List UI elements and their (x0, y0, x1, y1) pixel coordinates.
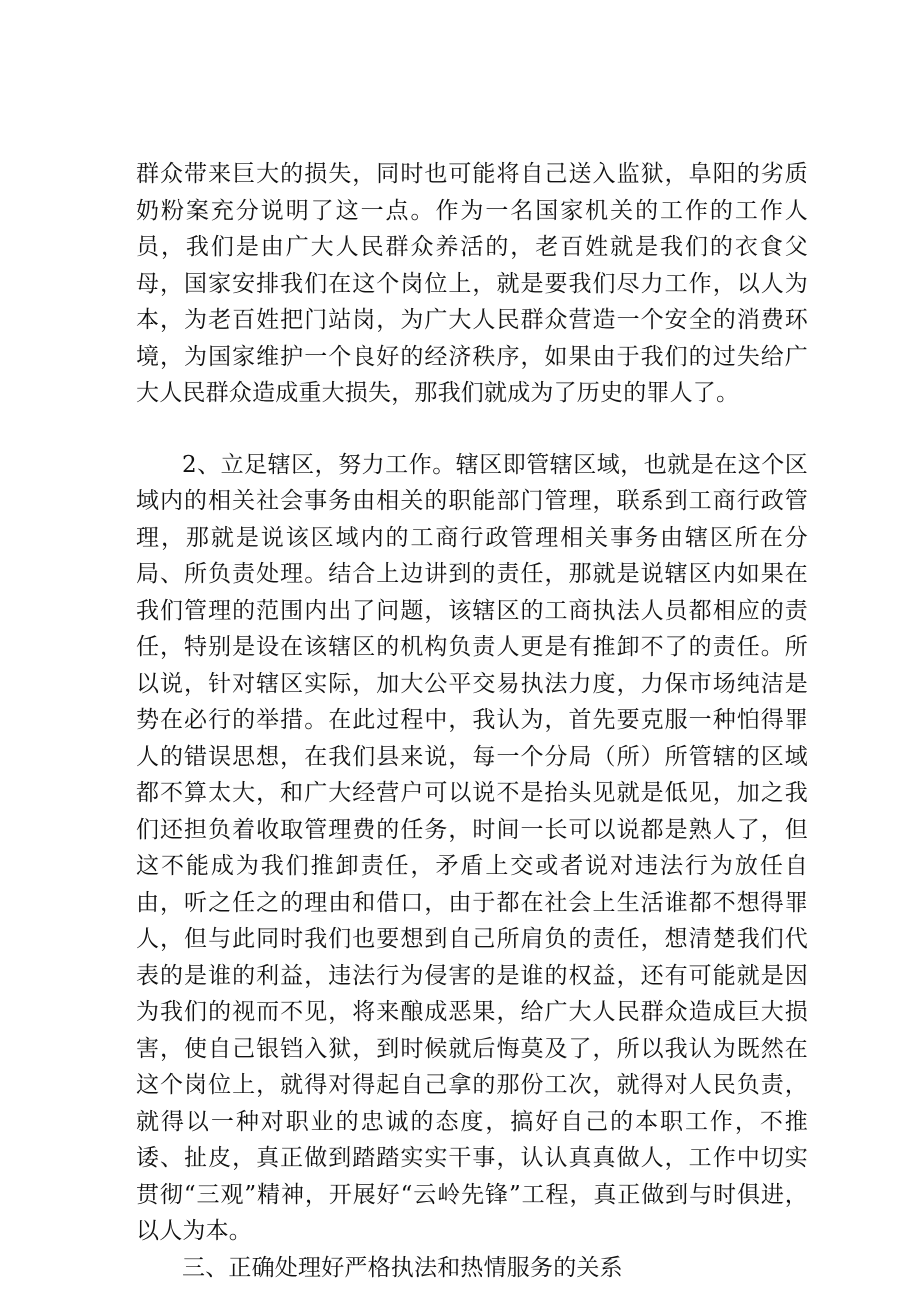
paragraph-jurisdiction-work: 2、立足辖区，努力工作。辖区即管辖区域，也就是在这个区域内的相关社会事务由相关的职能部门管理，联系到工商行政管理，那就是说该区域内的工商行政管理相关事务由辖区所在分局、所负责处理。结合上边讲到的责任，那就是说辖区内如果在我们管理的范围内出了问题，该辖区的工商执法人员都相应的责任，特别是设在该辖区的机构负责人更是有推卸不了的责任。所以说，针对辖区实际，加大公平交易执法力度，力保市场纯洁是势在必行的举措。在此过程中，我认为，首先要克服一种怕得罪人的错误思想，在我们县来说，每一个分局（所）所管辖的区域都不算太大，和广大经营户可以说不是抬头见就是低见，加之我们还担负着收取管理费的任务，时间一长可以说都是熟人了，但这不能成为我们推卸责任，矛盾上交或者说对违法行为放任自由，听之任之的理由和借口，由于都在社会上生活谁都不想得罪人，但与此同时我们也要想到自己所肩负的责任，想清楚我们代表的是谁的利益，违法行为侵害的是谁的权益，还有可能就是因为我们的视而不见，将来酿成恶果，给广大人民群众造成巨大损害，使自己银铛入狱，到时候就后悔莫及了，所以我认为既然在这个岗位上，就得对得起自己拿的那份工次，就得对人民负责，就得以一种对职业的忠诚的态度，搞好自己的本职工作，不推诿、扯皮，真正做到踏踏实实干事，认认真真做人，工作中切实贯彻“三观”精神，开展好“云岭先锋”工程，真正做到与时俱进，以人为本。 (136, 451, 808, 1244)
section-heading: 三、正确处理好严格执法和热情服务的关系 (182, 1254, 623, 1281)
document-body (136, 156, 808, 1286)
paragraph-continuation: 群众带来巨大的损失，同时也可能将自己送入监狱，阜阳的劣质奶粉案充分说明了这一点。作为一名国家机关的工作的工作人员，我们是由广大人民群众养活的，老百姓就是我们的衣食父母，国家安排我们在这个岗位上，就是要我们尽力工作，以人为本，为老百姓把门站岗，为广大人民群众营造一个安全的消费环境，为国家维护一个良好的经济秩序，如果由于我们的过失给广大人民群众造成重大损失，那我们就成为了历史的罪人了。 (136, 161, 808, 406)
